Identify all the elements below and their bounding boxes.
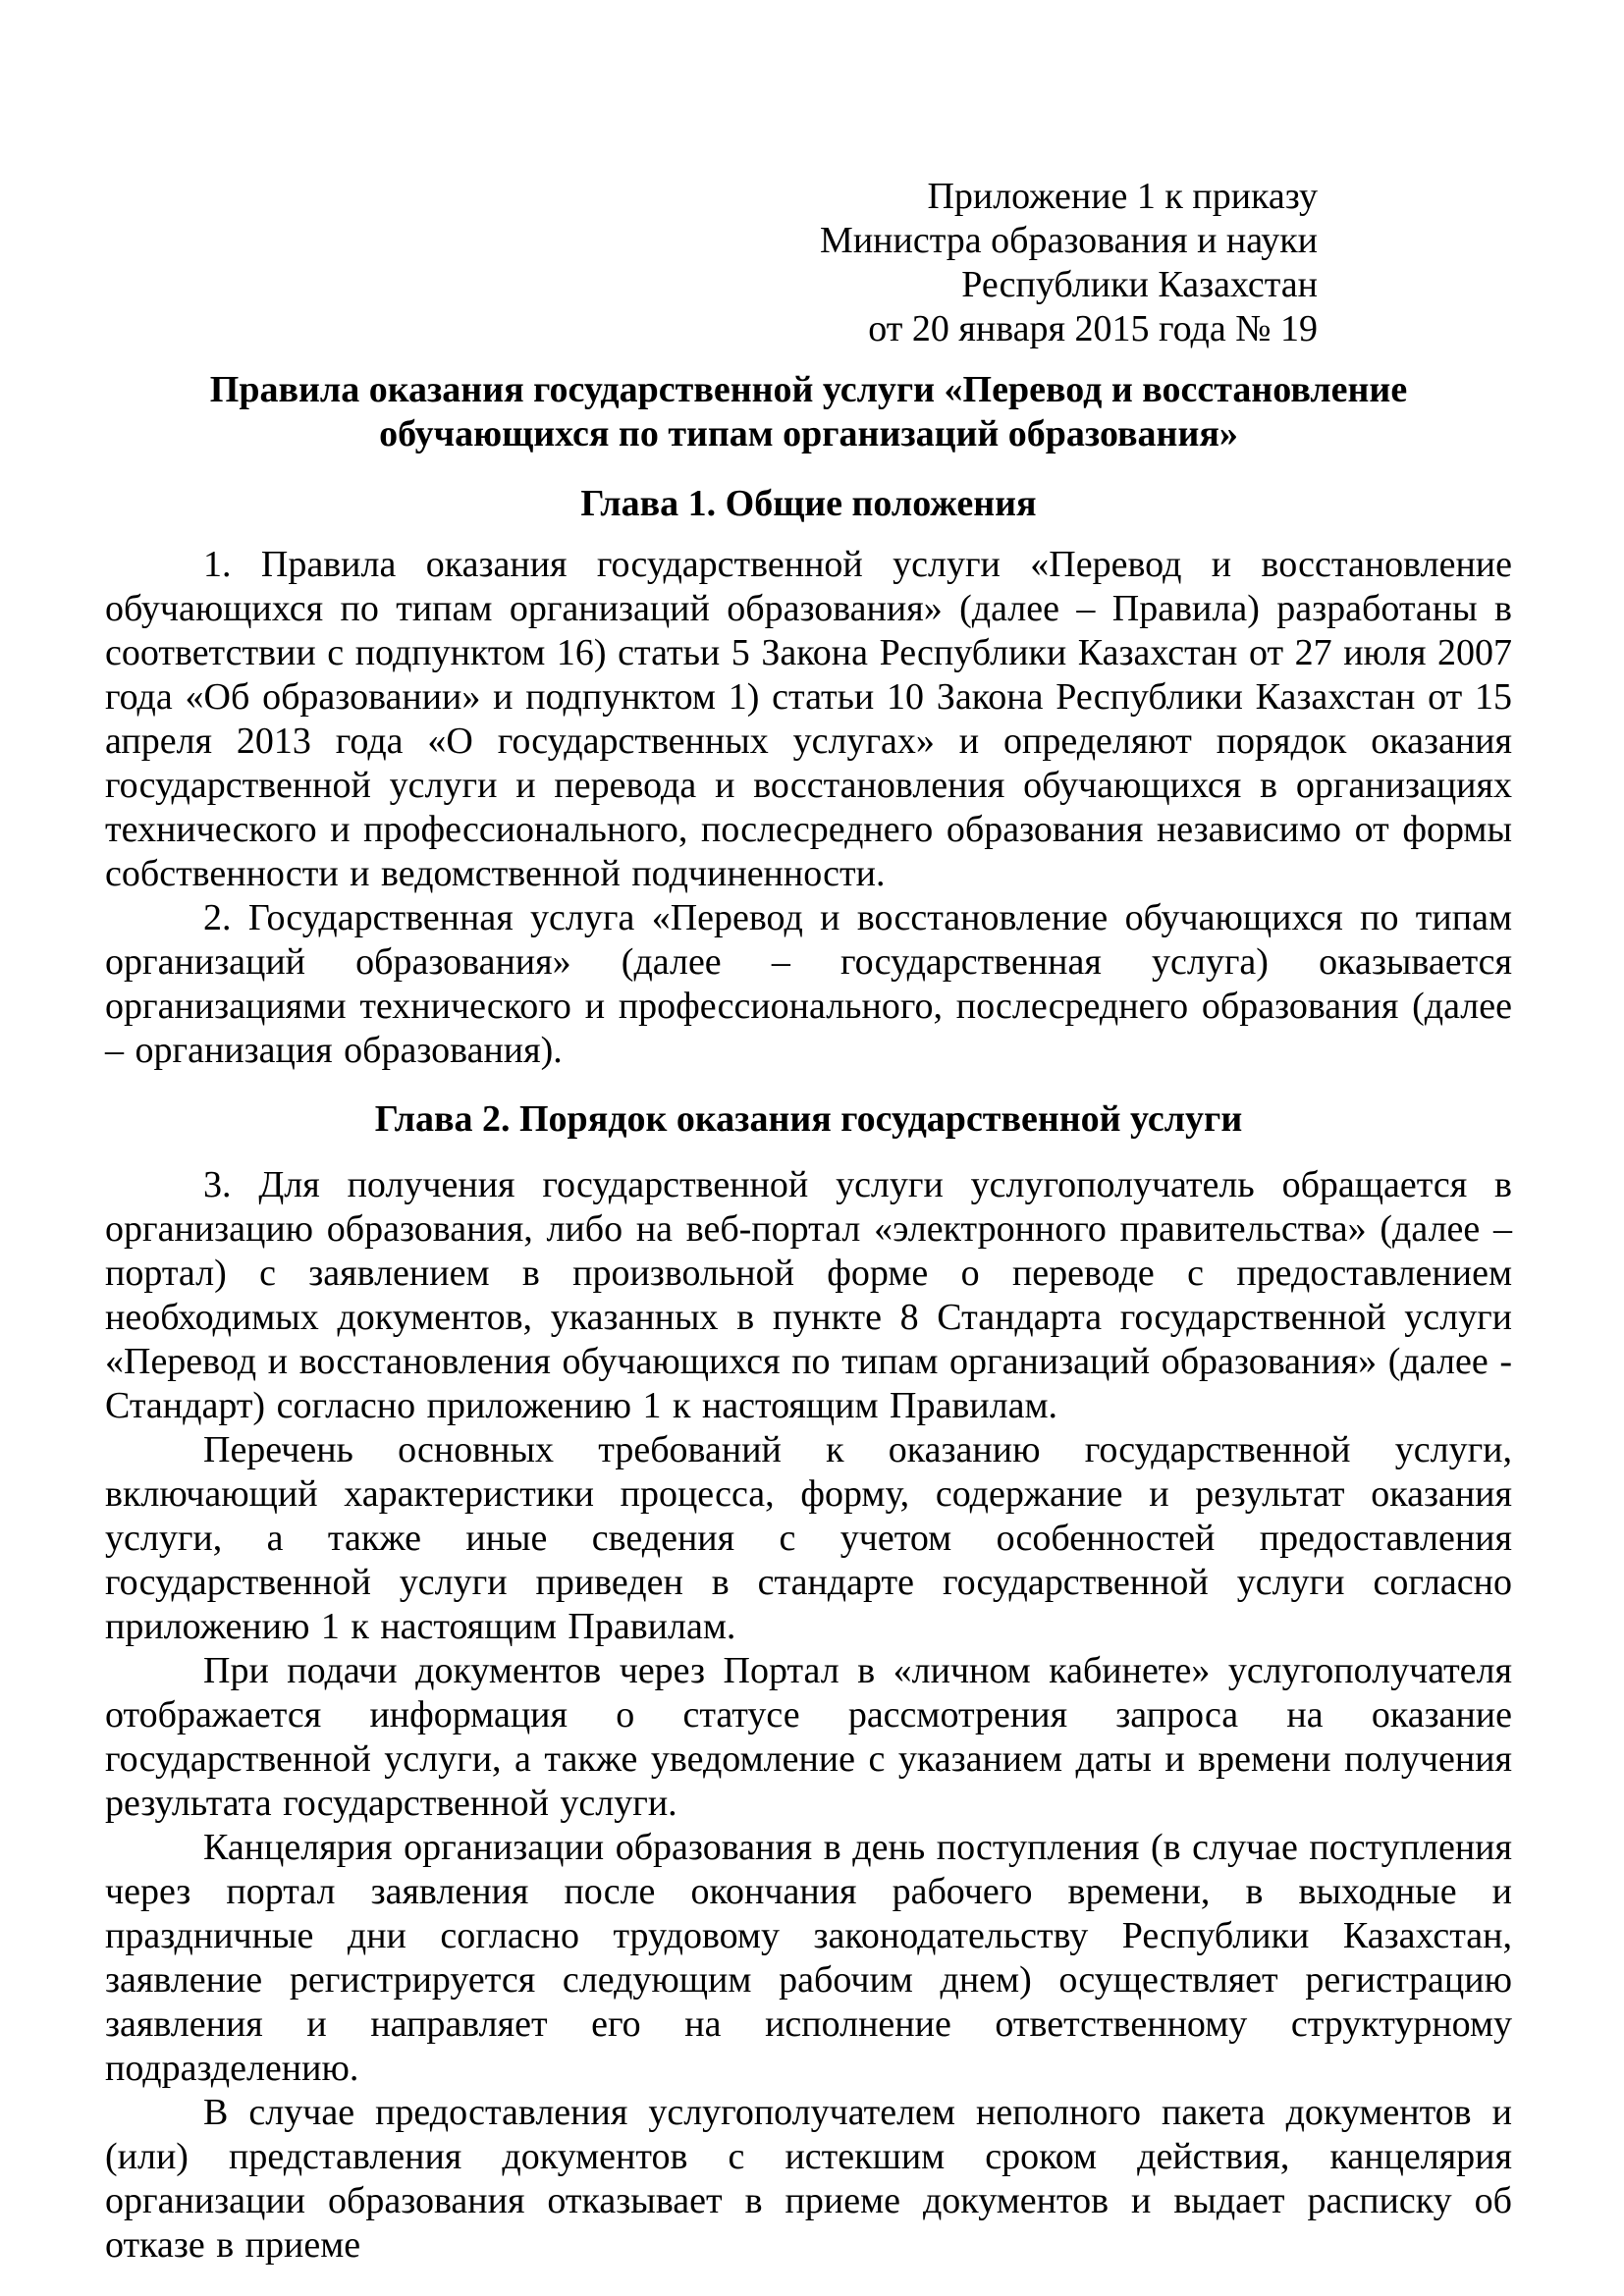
paragraph-7: В случае предоставления услугополучателем неполного пакета документов и (или) представления документов с истекшим сроком действия, канцелярия организации образования отказывает в приеме документов и выдает расписку об отказе в приеме (105, 2092, 1512, 2266)
paragraph-1: 1. Правила оказания государственной услуги «Перевод и восстановление обучающихся по типам организаций образования» (далее – Правила) разработаны в соответствии с подпунктом 16) статьи 5 Закона Республики Казахстан от 27 июля 2007 года «Об образовании» и подпунктом 1) статьи 10 Закона Республики Казахстан от 15 апреля 2013 года «О государственных услугах» и определяют порядок оказания государственной услуги и перевода и восстановления обучающихся в организациях технического и профессионального, послесреднего образования независимо от формы собственности и ведомственной подчиненности. (105, 544, 1512, 894)
approval-line-2: Министра образования и науки (820, 220, 1318, 261)
document-title: Правила оказания государственной услуги «Перевод и восстановление обучающихся по типам организаций образования» (209, 369, 1408, 454)
chapter-1-body (105, 543, 1512, 1073)
paragraph-2: 2. Государственная услуга «Перевод и восстановление обучающихся по типам организаций образования» (далее – государственная услуга) оказывается организациями технического и профессионального, послесреднего образования (далее – организация образования). (105, 897, 1512, 1071)
approval-line-3: Республики Казахстан (961, 264, 1318, 305)
approval-line-4: от 20 января 2015 года № 19 (868, 308, 1318, 349)
paragraph-5: При подачи документов через Портал в «личном кабинете» услугополучателя отображается информация о статусе рассмотрения запроса на оказание государственной услуги, а также уведомление с указанием даты и времени получения результата государственной услуги. (105, 1650, 1512, 1824)
paragraph-3: 3. Для получения государственной услуги услугополучатель обращается в организацию образования, либо на веб-портал «электронного правительства» (далее – портал) с заявлением в произвольной форме о переводе с предоставлением необходимых документов, указанных в пункте 8 Стандарта государственной услуги «Перевод и восстановления обучающихся по типам организаций образования» (далее - Стандарт) согласно приложению 1 к настоящим Правилам. (105, 1164, 1512, 1426)
chapter-1-heading: Глава 1. Общие положения (580, 483, 1037, 524)
chapter-2-heading: Глава 2. Порядок оказания государственной услуги (374, 1098, 1243, 1140)
paragraph-4: Перечень основных требований к оказанию государственной услуги, включающий характеристики процесса, форму, содержание и результат оказания услуги, а также иные сведения с учетом особенностей предоставления государственной услуги приведен в стандарте государственной услуги согласно приложению 1 к настоящим Правилам. (105, 1429, 1512, 1647)
approval-block (105, 175, 1318, 351)
chapter-2-body (105, 1163, 1512, 2268)
approval-line-1: Приложение 1 к приказу (927, 176, 1318, 217)
paragraph-6: Канцелярия организации образования в день поступления (в случае поступления через портал заявления после окончания рабочего времени, в выходные и праздничные дни согласно трудовому законодательству Республики Казахстан, заявление регистрируется следующим рабочим днем) осуществляет регистрацию заявления и направляет его на исполнение ответственному структурному подразделению. (105, 1827, 1512, 2089)
